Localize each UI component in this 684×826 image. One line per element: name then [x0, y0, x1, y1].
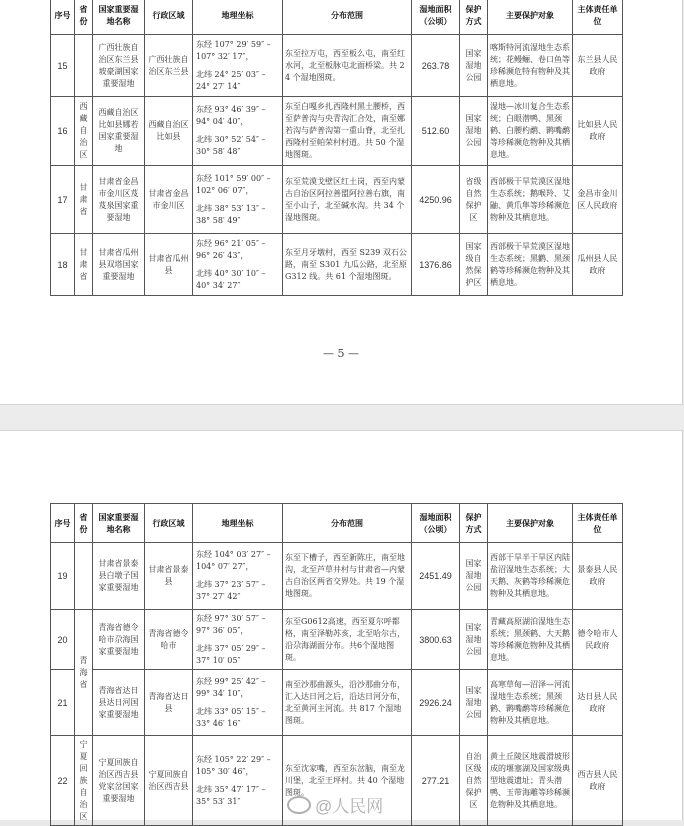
- page-number: — 5 —: [323, 347, 359, 360]
- row-number: 18: [51, 234, 75, 296]
- wetland-area: 512.60: [412, 97, 460, 166]
- province-cell: 西藏自治区: [75, 97, 93, 166]
- header-protection: 保护方式: [460, 504, 488, 543]
- longitude-line: 102° 06′ 07″，: [196, 185, 254, 195]
- longitude-line: 东经 105° 22′ 29″ –: [196, 754, 271, 764]
- protection-targets: 黄土丘陵区地震滑坡形成的堰塞湖及国家级典型地震遗址；青头潜鸭、玉带海雕等珍稀濒危物种及其栖息地。: [488, 736, 573, 826]
- responsible-unit: 东兰县人民政府: [573, 35, 623, 97]
- longitude-line: 东经 107° 29′ 59″ –: [196, 39, 271, 49]
- latitude-line: 北纬 38° 53′ 13″ –: [196, 203, 266, 213]
- coordinates: [193, 35, 283, 97]
- header-province: 省份: [75, 0, 93, 35]
- latitude-line: 北纬 37° 23′ 57″ –: [196, 580, 266, 589]
- header-unit: 主体责任单位: [573, 0, 623, 35]
- latitude-line: 北纬 24° 25′ 03″ –: [196, 69, 266, 79]
- header-no: 序号: [51, 504, 75, 543]
- distribution-range: 东至沈家嘴，西至东岔脑，南至龙川堡，北至王坪村。共 40 个湿地图斑。: [283, 736, 412, 826]
- latitude-line: 35° 53′ 31″: [196, 796, 241, 806]
- document-page-5: [0, 0, 683, 405]
- longitude-line: 东经 101° 59′ 00″ –: [196, 173, 271, 183]
- table-row: [51, 166, 623, 234]
- protection-targets: 喀斯特河流湿地生态系统；花鳗鲡、卷口鱼等珍稀濒危特有物种及其栖息地。: [488, 35, 573, 97]
- coordinates: [193, 736, 283, 826]
- header-area: 湿地面积（公顷）: [412, 504, 460, 543]
- wetland-area: 263.78: [412, 35, 460, 97]
- province-cell: 甘肃省: [75, 166, 93, 234]
- wetland-table-page-5: [50, 0, 623, 296]
- responsible-unit: 达日县人民政府: [573, 670, 623, 736]
- header-wetland-name: 国家重要湿地名称: [93, 504, 145, 543]
- header-area: 湿地面积（公顷）: [412, 0, 460, 35]
- watermark-text: @人民网: [315, 797, 384, 816]
- latitude-line: 40° 34′ 27″: [196, 280, 241, 290]
- latitude-line: 33° 46′ 16″: [196, 718, 241, 728]
- latitude-line: 北纬 35° 47′ 17″ –: [196, 784, 266, 794]
- protection-type: 国家湿地公园: [460, 610, 488, 670]
- table-row: [51, 543, 623, 610]
- distribution-range: 东至荒漠戈壁区红土岗，西至内蒙古自治区阿拉善盟阿拉善右旗，南至小山子，北至碱水沟。共 34 个湿地图斑。: [283, 166, 412, 234]
- wetland-area: 3800.63: [412, 610, 460, 670]
- longitude-line: 东经 97° 30′ 57″ –: [196, 613, 266, 623]
- wetland-name: 甘肃省景泰县白墩子国家重要湿地: [93, 543, 145, 610]
- longitude-line: 99° 34′ 10″，: [196, 688, 249, 698]
- province-cell: 甘肃省: [75, 234, 93, 296]
- admin-region: 西藏自治区比如县: [145, 97, 193, 166]
- header-targets: 主要保护对象: [488, 0, 573, 35]
- distribution-range: 东至下槽子，西至新陈庄，南至地沟，北至芦草井村与甘肃省—内蒙古自治区两省交界处。共 19 个湿地图斑。: [283, 543, 412, 610]
- distribution-range: 南至沙那曲源头，沿沙那曲分布，汇入达日河之后，沿达日河分布，北至黄河主河流。共 817 个湿地图斑。: [283, 670, 412, 736]
- protection-type: 国家级自然保护区: [460, 234, 488, 296]
- header-protection: 保护方式: [460, 0, 488, 35]
- longitude-line: 东经 99° 25′ 42″ –: [196, 676, 266, 686]
- latitude-line: 北纬 33° 05′ 15″ –: [196, 706, 266, 716]
- table-row: [51, 670, 623, 736]
- table-row: [51, 97, 623, 166]
- distribution-range: 东至月牙墩村，西至 S239 双石公路，南至 S301 九瓜公路，北至原 G312 线。共 61 个湿地图斑。: [283, 234, 412, 296]
- admin-region: 宁夏回族自治区西吉县: [145, 736, 193, 826]
- protection-targets: 西部干旱半干旱区内陆盐沼湿地生态系统；大天鹅、灰鹤等珍稀濒危物种及其栖息地。: [488, 543, 573, 610]
- table-row: [51, 234, 623, 296]
- responsible-unit: 瓜州县人民政府: [573, 234, 623, 296]
- admin-region: 广西壮族自治区东兰县: [145, 35, 193, 97]
- table-row: [51, 35, 623, 97]
- wetland-name: 西藏自治区比如县娜若国家重要湿地: [93, 97, 145, 166]
- responsible-unit: 德令哈市人民政府: [573, 610, 623, 670]
- distribution-range: 东至拉万屯，西至板么屯，南至红水河，北至板脉屯北面桥梁。共 24 个湿地图斑。: [283, 35, 412, 97]
- province-cell: 宁夏回族自治区: [75, 736, 93, 826]
- coordinates: [193, 234, 283, 296]
- longitude-line: 107° 32′ 17″，: [196, 51, 254, 61]
- header-no: 序号: [51, 0, 75, 35]
- longitude-line: 97° 36′ 05″，: [196, 625, 249, 635]
- wetland-area: 277.21: [412, 736, 460, 826]
- protection-type: 国家湿地公园: [460, 35, 488, 97]
- protection-type: 自治区级自然保护区: [460, 736, 488, 826]
- header-coordinates: 地理坐标: [193, 504, 283, 543]
- protection-targets: 西部极干旱荒漠区湿地生态系统；黑鹳、黑颈鹤等珍稀濒危物种及其栖息地。: [488, 234, 573, 296]
- latitude-line: 北纬 30° 52′ 54″ –: [196, 135, 266, 144]
- protection-type: 国家湿地公园: [460, 97, 488, 166]
- protection-type: 国家湿地公园: [460, 670, 488, 736]
- page-gap: [0, 405, 684, 430]
- header-unit: 主体责任单位: [573, 504, 623, 543]
- responsible-unit: 西吉县人民政府: [573, 736, 623, 826]
- coordinates: [193, 166, 283, 234]
- protection-targets: 青藏高原湖泊湿地生态系统；黑颈鹤、大天鹅等珍稀濒危物种及其栖息地。: [488, 610, 573, 670]
- wetland-table-page-6: [50, 503, 623, 826]
- row-number: 19: [51, 543, 75, 610]
- latitude-line: 30° 58′ 48″: [196, 147, 241, 156]
- province-cell: [75, 35, 93, 97]
- admin-region: 甘肃省瓜州县: [145, 234, 193, 296]
- row-number: 15: [51, 35, 75, 97]
- wetland-name: 宁夏回族自治区西吉县党家岔国家重要湿地: [93, 736, 145, 826]
- latitude-line: 37° 10′ 05″: [196, 655, 241, 665]
- header-wetland-name: 国家重要湿地名称: [93, 0, 145, 35]
- admin-region: 青海省德令哈市: [145, 610, 193, 670]
- longitude-line: 104° 07′ 27″，: [196, 562, 254, 571]
- coordinates: [193, 670, 283, 736]
- longitude-line: 东经 93° 46′ 39″ –: [196, 105, 266, 114]
- document-page-6: [0, 430, 683, 820]
- wetland-name: 广西壮族自治区东兰县坡豪湖国家重要湿地: [93, 35, 145, 97]
- distribution-range: 东至白嘎乡扎西隆村黑土腰桥，西至萨普沟与央青沟汇合处，南至娜若沟与萨普沟第一重山脊，北至扎西隆村至帕荣村村道。共 50 个湿地图斑。: [283, 97, 412, 166]
- protection-type: 国家湿地公园: [460, 543, 488, 610]
- latitude-line: 38° 58′ 49″: [196, 215, 241, 225]
- longitude-line: 东经 96° 21′ 05″ –: [196, 238, 266, 248]
- row-number: 16: [51, 97, 75, 166]
- latitude-line: 北纬 37° 05′ 29″ –: [196, 643, 266, 653]
- distribution-range: 东至G0612高速，西至夏尔呼都格，南至泽勒苏亥，北至哈尔古，沿尕海湖面分布。共6个湿地图斑。: [283, 610, 412, 670]
- wetland-area: 4250.96: [412, 166, 460, 234]
- row-number: 17: [51, 166, 75, 234]
- coordinates: [193, 97, 283, 166]
- wetland-name: 青海省德令哈市尕海国家重要湿地: [93, 610, 145, 670]
- wetland-name: 甘肃省金昌市金川区芨芨泉国家重要湿地: [93, 166, 145, 234]
- header-province: 省份: [75, 504, 93, 543]
- longitude-line: 96° 26′ 43″，: [196, 250, 249, 260]
- table-row: [51, 610, 623, 670]
- longitude-line: 94° 04′ 40″，: [196, 117, 249, 126]
- latitude-line: 24° 27′ 14″: [196, 81, 241, 91]
- protection-targets: 湿地—冰川复合生态系统；白眼潜鸭、黑颈鹤、白腰杓鹬、鹮嘴鹬等珍稀濒危物种及其栖息地。: [488, 97, 573, 166]
- row-number: 22: [51, 736, 75, 826]
- weibo-icon: [287, 796, 311, 814]
- header-region: 行政区域: [145, 504, 193, 543]
- header-targets: 主要保护对象: [488, 504, 573, 543]
- coordinates: [193, 543, 283, 610]
- longitude-line: 东经 104° 03′ 27″ –: [196, 550, 271, 559]
- latitude-line: 37° 27′ 42″: [196, 592, 241, 601]
- protection-targets: 西部极干旱荒漠区湿地生态系统；鹅喉羚、艾鼬、黄爪隼等珍稀濒危物种及其栖息地。: [488, 166, 573, 234]
- wetland-name: 甘肃省瓜州县双塔国家重要湿地: [93, 234, 145, 296]
- responsible-unit: 景泰县人民政府: [573, 543, 623, 610]
- wetland-name: 青海省达日县达日河国家重要湿地: [93, 670, 145, 736]
- header-range: 分布范围: [283, 0, 412, 35]
- row-number: 20: [51, 610, 75, 670]
- coordinates: [193, 610, 283, 670]
- header-coordinates: 地理坐标: [193, 0, 283, 35]
- admin-region: 青海省达日县: [145, 670, 193, 736]
- protection-targets: 高寒草甸—沼泽—河流湿地生态系统；黑颈鹤、鹮嘴鹬等珍稀濒危物种及其栖息地。: [488, 670, 573, 736]
- admin-region: 甘肃省金昌市金川区: [145, 166, 193, 234]
- wetland-area: 2926.24: [412, 670, 460, 736]
- header-range: 分布范围: [283, 504, 412, 543]
- admin-region: 甘肃省景泰县: [145, 543, 193, 610]
- longitude-line: 105° 30′ 46″，: [196, 766, 254, 776]
- weibo-watermark: [287, 792, 383, 817]
- latitude-line: 北纬 40° 30′ 10″ –: [196, 268, 266, 278]
- protection-type: 省级自然保护区: [460, 166, 488, 234]
- responsible-unit: 比如县人民政府: [573, 97, 623, 166]
- wetland-area: 1376.86: [412, 234, 460, 296]
- province-cell: 青海省: [75, 610, 93, 736]
- header-region: 行政区域: [145, 0, 193, 35]
- row-number: 21: [51, 670, 75, 736]
- province-cell: [75, 543, 93, 610]
- wetland-area: 2451.49: [412, 543, 460, 610]
- responsible-unit: 金昌市金川区人民政府: [573, 166, 623, 234]
